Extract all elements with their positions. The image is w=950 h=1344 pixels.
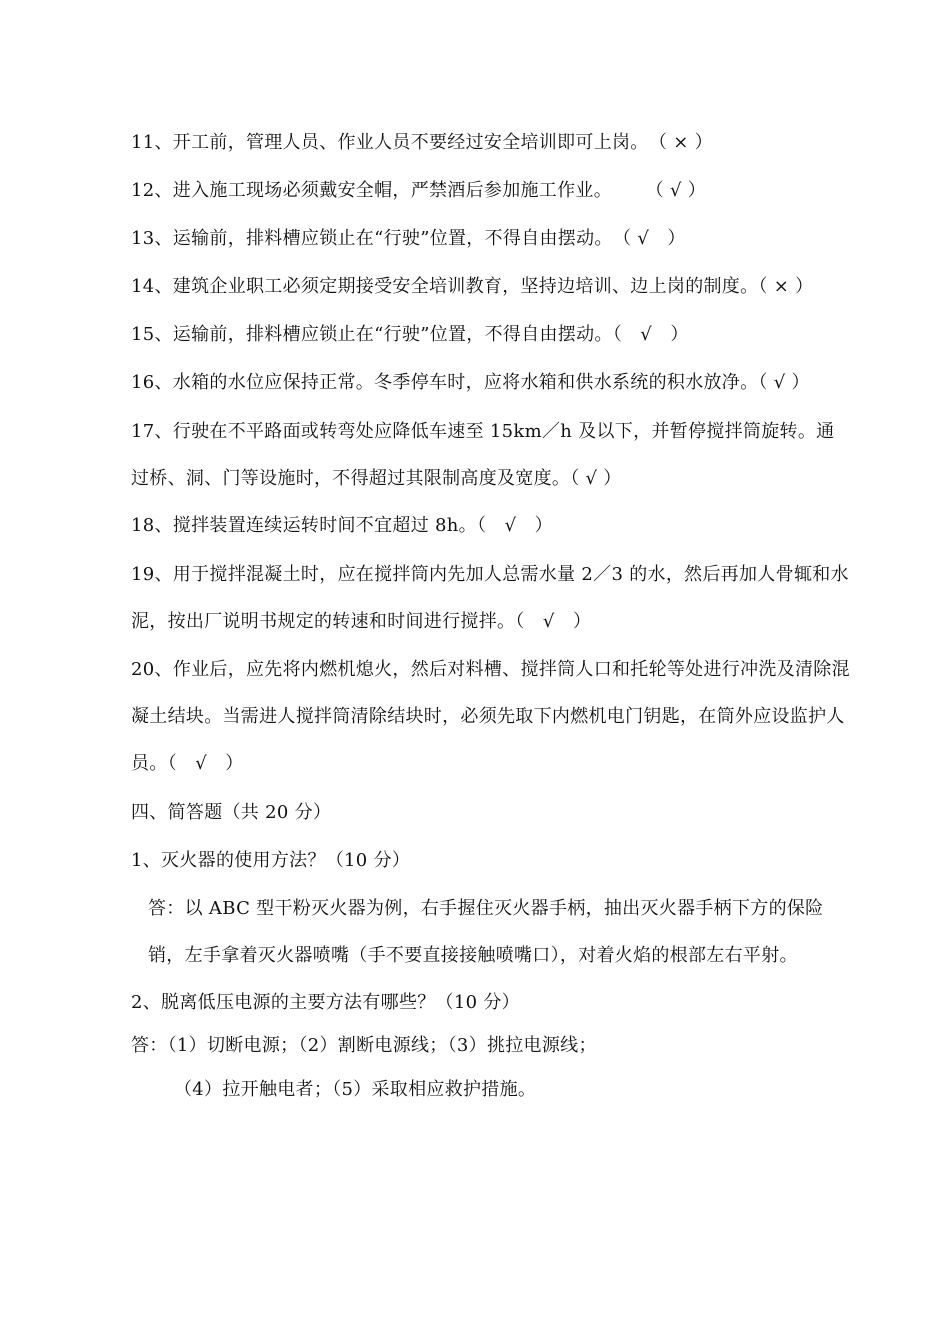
judgement-item-12: 12、进入施工现场必须戴安全帽，严禁酒后参加施工作业。 （ √ ）	[131, 180, 707, 201]
judgement-item-20: 20、作业后，应先将内燃机熄火，然后对料槽、搅拌筒人口和托轮等处进行冲洗及清除混凝土结块。当需进人搅拌筒清除结块时，必须先取下内燃机电门钥匙，在筒外应设监护人员。（ √ ）	[131, 659, 850, 774]
judgement-item-15: 15、运输前，排料槽应锁止在“行驶”位置，不得自由摆动。（ √ ）	[131, 324, 689, 345]
question-1: 1、灭火器的使用方法？（10 分）	[131, 850, 411, 871]
answer-1: 答：以 ABC 型干粉灭火器为例，右手握住灭火器手柄，抽出灭火器手柄下方的保险销，左手拿着灭火器喷嘴（手不要直接接触喷嘴口），对着火焰的根部左右平射。	[148, 898, 824, 966]
judgement-item-13: 13、运输前，排料槽应锁止在“行驶”位置，不得自由摆动。 （ √ ）	[131, 228, 686, 249]
judgement-item-16: 16、水箱的水位应保持正常。冬季停车时，应将水箱和供水系统的积水放净。（ √ ）	[131, 372, 810, 393]
question-2: 2、脱离低压电源的主要方法有哪些？（10 分）	[131, 992, 520, 1013]
section-four-heading: 四、简答题（共 20 分）	[131, 802, 332, 823]
answer-2-line-1: 答：（1）切断电源；（2）割断电源线；（3）挑拉电源线；	[131, 1035, 597, 1056]
answer-2-line-2: （4）拉开触电者；（5）采取相应救护措施。	[174, 1079, 537, 1100]
judgement-item-18: 18、搅拌装置连续运转时间不宜超过 8h。（ √ ）	[131, 515, 553, 536]
judgement-item-14: 14、建筑企业职工必须定期接受安全培训教育，坚持边培训、边上岗的制度。（ × ）	[131, 276, 814, 297]
judgement-item-17: 17、行驶在不平路面或转弯处应降低车速至 15km／h 及以下，并暂停搅拌筒旋转。通过桥、洞、门等设施时，不得超过其限制高度及宽度。（ √ ）	[131, 421, 835, 489]
judgement-item-11: 11、开工前，管理人员、作业人员不要经过安全培训即可上岗。 （ × ）	[131, 132, 713, 153]
judgement-item-19: 19、用于搅拌混凝土时，应在搅拌筒内先加人总需水量 2／3 的水，然后再加人骨辄和水泥，按出厂说明书规定的转速和时间进行搅拌。（ √ ）	[131, 564, 849, 632]
